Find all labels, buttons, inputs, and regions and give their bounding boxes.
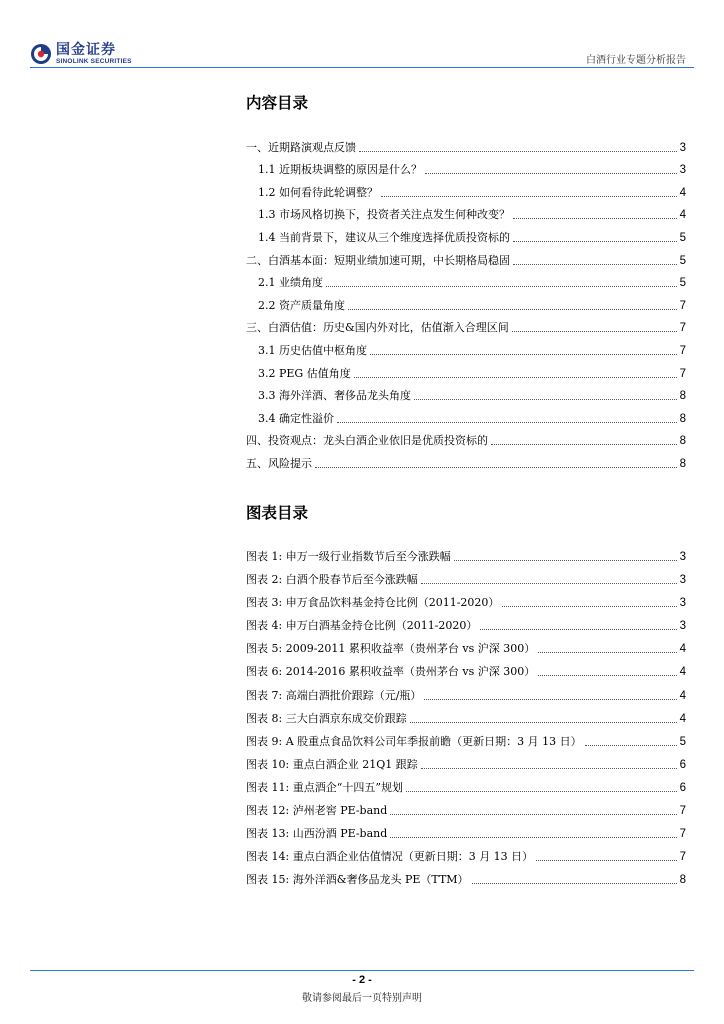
toc-entry[interactable] [246, 335, 686, 358]
dot-leader [424, 698, 676, 700]
dot-leader [410, 721, 677, 723]
dot-leader [502, 605, 676, 607]
figure-entry-page: 4 [679, 666, 686, 679]
disclaimer-text: 敬请参阅最后一页特别声明 [302, 993, 422, 1004]
dot-leader [538, 651, 676, 653]
figure-entry-page: 8 [679, 874, 686, 887]
dot-leader [491, 443, 677, 445]
figure-entry-title: 图表 7: 高端白酒批价跟踪（元/瓶） [246, 688, 422, 702]
figure-entry[interactable] [246, 749, 686, 772]
figure-entry-title: 图表 4: 申万白酒基金持仓比例（2011-2020） [246, 619, 478, 633]
figure-entry-page: 4 [679, 689, 686, 702]
figure-entry-page: 7 [679, 828, 686, 841]
dot-leader [354, 376, 677, 378]
dot-leader [326, 285, 677, 287]
toc-entry-title: 一、近期路演观点反馈 [246, 140, 356, 154]
figure-entry-title: 图表 12: 泸州老窖 PE-band [246, 804, 388, 818]
figure-entry-page: 3 [679, 597, 686, 610]
figures-list [246, 541, 686, 887]
dot-leader [513, 217, 677, 219]
dot-leader [390, 836, 676, 838]
figure-entry[interactable] [246, 633, 686, 656]
dot-leader [538, 674, 676, 676]
dot-leader [315, 466, 677, 468]
figure-entry-page: 3 [679, 620, 686, 633]
dot-leader [421, 767, 677, 769]
toc-entry[interactable] [246, 132, 686, 155]
toc-entry-page: 8 [679, 435, 686, 448]
toc-title: 内容目录 [246, 94, 309, 112]
toc-entry-page: 3 [679, 164, 686, 177]
dot-leader [406, 790, 677, 792]
figure-entry-title: 图表 9: A 股重点食品饮料公司年季报前瞻（更新日期：3 月 13 日） [246, 734, 582, 748]
figure-entry-title: 图表 11: 重点酒企“十四五”规划 [246, 780, 403, 794]
toc-entry[interactable] [246, 200, 686, 223]
toc-entry-title: 二、白酒基本面：短期业绩加速可期，中长期格局稳固 [246, 253, 510, 267]
figure-entry[interactable] [246, 795, 686, 818]
dot-leader [480, 628, 676, 630]
figure-entry-page: 6 [679, 758, 686, 771]
dot-leader [370, 353, 677, 355]
toc-entry[interactable] [246, 177, 686, 200]
figure-entry-title: 图表 14: 重点白酒企业估值情况（更新日期：3 月 13 日） [246, 850, 534, 864]
footer-divider [30, 970, 694, 971]
figure-entry-page: 3 [679, 551, 686, 563]
figure-entry-title: 图表 8: 三大白酒京东成交价跟踪 [246, 711, 407, 725]
figure-entry[interactable] [246, 656, 686, 679]
dot-leader [414, 398, 677, 400]
dot-leader [536, 859, 676, 861]
dot-leader [513, 263, 677, 265]
dot-leader [425, 172, 677, 174]
toc-entry-page: 5 [679, 231, 686, 244]
toc-entry-title: 2.1 业绩角度 [258, 276, 323, 290]
toc-entry[interactable] [246, 313, 686, 336]
figure-entry-title: 图表 15: 海外洋酒&奢侈品龙头 PE（TTM） [246, 873, 469, 887]
toc-entry-page: 8 [679, 390, 686, 403]
dot-leader [381, 195, 677, 197]
page-header [0, 0, 724, 72]
dot-leader [472, 882, 677, 884]
figure-entry-page: 4 [679, 643, 686, 656]
figure-entry-title: 图表 5: 2009-2011 累积收益率（贵州茅台 vs 沪深 300） [246, 642, 536, 656]
toc-entry[interactable] [246, 268, 686, 291]
company-logo [30, 42, 132, 66]
toc-entry-page: 8 [679, 457, 686, 470]
toc-entry-page: 4 [679, 186, 686, 199]
figure-entry[interactable] [246, 610, 686, 633]
dot-leader [390, 813, 676, 815]
toc-entry-page: 3 [679, 141, 686, 154]
figure-entry-title: 图表 10: 重点白酒企业 21Q1 跟踪 [246, 757, 418, 771]
toc-entry-page: 7 [679, 367, 686, 380]
toc-entry-page: 8 [679, 412, 686, 425]
figure-entry[interactable] [246, 703, 686, 726]
logo-mark-icon [30, 43, 52, 65]
toc-entry-page: 7 [679, 299, 686, 312]
figure-entry-title: 图表 6: 2014-2016 累积收益率（贵州茅台 vs 沪深 300） [246, 665, 536, 679]
toc-entry-title: 1.1 近期板块调整的原因是什么？ [258, 163, 422, 177]
logo-chinese-name: 国金证券 [56, 42, 116, 58]
toc-entry-title: 三、白酒估值：历史&国内外对比，估值渐入合理区间 [246, 321, 509, 335]
dot-leader [348, 308, 677, 310]
toc-entry-page: 5 [679, 254, 686, 267]
figure-entry[interactable] [246, 818, 686, 841]
page-number: - 2 - [352, 974, 372, 986]
dot-leader [337, 421, 677, 423]
toc-entry-page: 7 [679, 322, 686, 335]
toc-entry-page: 5 [679, 277, 686, 290]
dot-leader [585, 744, 677, 746]
toc-entry[interactable] [246, 448, 686, 471]
toc-entry-title: 四、投资观点：龙头白酒企业依旧是优质投资标的 [246, 434, 488, 448]
figure-entry-page: 3 [679, 574, 686, 587]
dot-leader [512, 330, 677, 332]
figure-entry-title: 图表 1: 申万一级行业指数节后至今涨跌幅 [246, 550, 451, 563]
report-type-label: 白酒行业专题分析报告 [586, 55, 686, 66]
toc-entry-title: 3.2 PEG 估值角度 [258, 366, 351, 380]
figure-entry-page: 4 [679, 712, 686, 725]
figure-entry[interactable] [246, 726, 686, 749]
dot-leader [359, 150, 677, 152]
toc-entry[interactable] [246, 381, 686, 404]
dot-leader [513, 240, 677, 242]
toc-entry-title: 3.1 历史估值中枢角度 [258, 343, 367, 357]
figure-entry[interactable] [246, 587, 686, 610]
toc-entry-title: 3.4 确定性溢价 [258, 411, 334, 425]
toc-entry[interactable] [246, 403, 686, 426]
logo-english-name: SINOLINK SECURITIES [56, 58, 132, 65]
toc-entry-title: 2.2 资产质量角度 [258, 298, 345, 312]
toc-entry-title: 1.4 当前背景下，建议从三个维度选择优质投资标的 [258, 230, 510, 244]
toc-entry-title: 1.3 市场风格切换下，投资者关注点发生何种改变？ [258, 208, 510, 222]
figure-entry-page: 7 [679, 805, 686, 818]
figure-entry-title: 图表 2: 白酒个股春节后至今涨跌幅 [246, 573, 418, 587]
toc-entry-title: 五、风险提示 [246, 456, 312, 470]
figure-entry[interactable] [246, 541, 686, 564]
toc-entry[interactable] [246, 290, 686, 313]
toc-entry[interactable] [246, 426, 686, 449]
toc-entry-page: 4 [679, 209, 686, 222]
toc-list [246, 132, 686, 471]
figure-entry-page: 7 [679, 851, 686, 864]
toc-entry-page: 7 [679, 344, 686, 357]
figure-entry-page: 5 [679, 735, 686, 748]
figure-entry[interactable] [246, 772, 686, 795]
figure-entry[interactable] [246, 564, 686, 587]
toc-entry[interactable] [246, 358, 686, 381]
figures-title: 图表目录 [246, 503, 309, 522]
dot-leader [421, 582, 677, 584]
toc-entry-title: 1.2 如何看待此轮调整？ [258, 185, 378, 199]
figure-entry[interactable] [246, 679, 686, 702]
toc-entry-title: 3.3 海外洋酒、奢侈品龙头角度 [258, 389, 411, 403]
dot-leader [454, 559, 677, 561]
toc-entry[interactable] [246, 155, 686, 178]
figure-entry[interactable] [246, 864, 686, 887]
figure-entry-title: 图表 13: 山西汾酒 PE-band [246, 827, 388, 841]
toc-entry[interactable] [246, 222, 686, 245]
figure-entry[interactable] [246, 841, 686, 864]
main-content [246, 92, 686, 887]
toc-entry[interactable] [246, 245, 686, 268]
figure-entry-page: 6 [679, 781, 686, 794]
header-divider [30, 67, 694, 68]
figure-entry-title: 图表 3: 申万食品饮料基金持仓比例（2011-2020） [246, 596, 500, 610]
